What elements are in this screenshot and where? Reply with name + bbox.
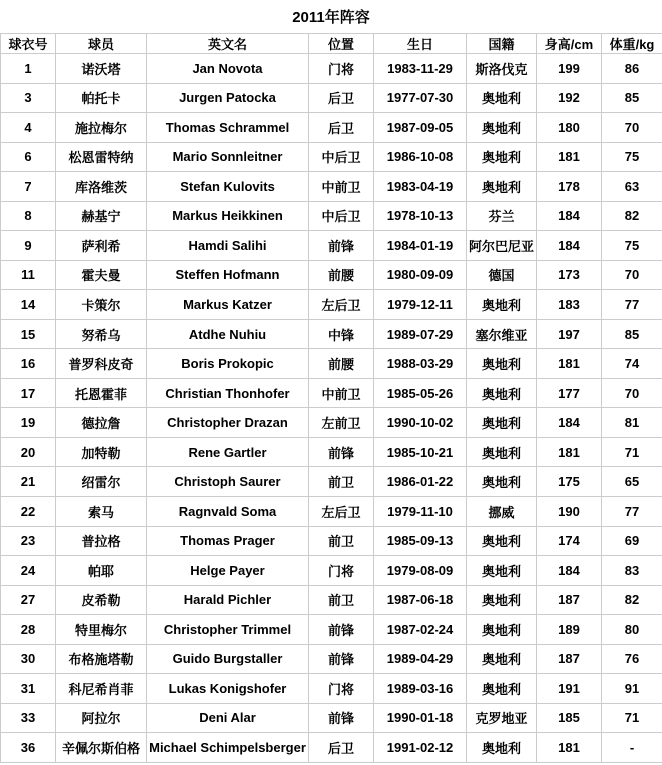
cell: 80 [602, 615, 662, 645]
cell: 8 [1, 201, 56, 231]
cell: 斯洛伐克 [467, 54, 537, 84]
cell: 199 [537, 54, 602, 84]
cell: 16 [1, 349, 56, 379]
cell: 65 [602, 467, 662, 497]
table-row [1, 319, 662, 349]
cell: Christopher Drazan [147, 408, 309, 438]
cell: 197 [537, 319, 602, 349]
cell: 布格施塔勒 [56, 644, 147, 674]
cell: 奥地利 [467, 290, 537, 320]
cell: 1984-01-19 [374, 231, 467, 261]
page-title: 2011年阵容 [292, 9, 370, 26]
cell: 33 [1, 703, 56, 733]
cell: 前锋 [309, 231, 374, 261]
cell: 挪威 [467, 496, 537, 526]
cell: 6 [1, 142, 56, 172]
cell: 1989-07-29 [374, 319, 467, 349]
table-row [1, 615, 662, 645]
cell: 前锋 [309, 615, 374, 645]
cell: 187 [537, 585, 602, 615]
cell: Markus Katzer [147, 290, 309, 320]
cell: Guido Burgstaller [147, 644, 309, 674]
cell: Atdhe Nuhiu [147, 319, 309, 349]
cell: - [602, 733, 662, 763]
cell: 门将 [309, 674, 374, 704]
table-row [1, 496, 662, 526]
cell: 施拉梅尔 [56, 113, 147, 143]
cell: 奥地利 [467, 674, 537, 704]
cell: 178 [537, 172, 602, 202]
roster-table [0, 33, 662, 763]
cell: 184 [537, 556, 602, 586]
cell: 71 [602, 437, 662, 467]
table-row [1, 201, 662, 231]
cell: 中前卫 [309, 172, 374, 202]
cell: 克罗地亚 [467, 703, 537, 733]
cell: Hamdi Salihi [147, 231, 309, 261]
cell: Harald Pichler [147, 585, 309, 615]
table-row [1, 349, 662, 379]
cell: 76 [602, 644, 662, 674]
cell: 181 [537, 349, 602, 379]
cell: 85 [602, 83, 662, 113]
cell: 1977-07-30 [374, 83, 467, 113]
cell: 81 [602, 408, 662, 438]
cell: 德国 [467, 260, 537, 290]
cell: 奥地利 [467, 378, 537, 408]
cell: 前锋 [309, 703, 374, 733]
cell: 帕耶 [56, 556, 147, 586]
table-row [1, 231, 662, 261]
cell: 奥地利 [467, 733, 537, 763]
cell: 前锋 [309, 644, 374, 674]
cell: 184 [537, 201, 602, 231]
cell: Jan Novota [147, 54, 309, 84]
table-row [1, 113, 662, 143]
table-row [1, 172, 662, 202]
column-header: 英文名 [147, 34, 309, 54]
cell: 特里梅尔 [56, 615, 147, 645]
cell: 普拉格 [56, 526, 147, 556]
cell: 75 [602, 231, 662, 261]
cell: 1986-10-08 [374, 142, 467, 172]
cell: 1986-01-22 [374, 467, 467, 497]
cell: 77 [602, 290, 662, 320]
cell: 4 [1, 113, 56, 143]
cell: 1978-10-13 [374, 201, 467, 231]
cell: 1983-11-29 [374, 54, 467, 84]
cell: Deni Alar [147, 703, 309, 733]
cell: 奥地利 [467, 615, 537, 645]
table-row [1, 378, 662, 408]
cell: Michael Schimpelsberger [147, 733, 309, 763]
cell: 69 [602, 526, 662, 556]
cell: 前腰 [309, 260, 374, 290]
cell: 奥地利 [467, 556, 537, 586]
cell: 1988-03-29 [374, 349, 467, 379]
cell: 塞尔维亚 [467, 319, 537, 349]
cell: 181 [537, 142, 602, 172]
cell: 后卫 [309, 113, 374, 143]
cell: 11 [1, 260, 56, 290]
cell: 82 [602, 585, 662, 615]
cell: 绍雷尔 [56, 467, 147, 497]
table-row [1, 437, 662, 467]
cell: 前锋 [309, 437, 374, 467]
cell: Thomas Prager [147, 526, 309, 556]
cell: 1985-09-13 [374, 526, 467, 556]
cell: 20 [1, 437, 56, 467]
cell: 奥地利 [467, 349, 537, 379]
cell: 奥地利 [467, 172, 537, 202]
cell: 19 [1, 408, 56, 438]
column-header: 身高/cm [537, 34, 602, 54]
cell: 霍夫曼 [56, 260, 147, 290]
cell: 卡策尔 [56, 290, 147, 320]
cell: 191 [537, 674, 602, 704]
cell: 赫基宁 [56, 201, 147, 231]
cell: 70 [602, 113, 662, 143]
cell: 1987-06-18 [374, 585, 467, 615]
column-header: 球员 [56, 34, 147, 54]
cell: 177 [537, 378, 602, 408]
cell: 9 [1, 231, 56, 261]
cell: 15 [1, 319, 56, 349]
cell: 托恩霍菲 [56, 378, 147, 408]
cell: 德拉詹 [56, 408, 147, 438]
cell: 1990-10-02 [374, 408, 467, 438]
cell: 82 [602, 201, 662, 231]
cell: 1980-09-09 [374, 260, 467, 290]
cell: 175 [537, 467, 602, 497]
cell: 91 [602, 674, 662, 704]
table-row [1, 644, 662, 674]
cell: 71 [602, 703, 662, 733]
cell: 1 [1, 54, 56, 84]
cell: 28 [1, 615, 56, 645]
cell: 83 [602, 556, 662, 586]
table-row [1, 674, 662, 704]
cell: 奥地利 [467, 526, 537, 556]
cell: 后卫 [309, 83, 374, 113]
cell: 中后卫 [309, 201, 374, 231]
table-row [1, 467, 662, 497]
cell: 加特勒 [56, 437, 147, 467]
cell: 奥地利 [467, 644, 537, 674]
table-row [1, 703, 662, 733]
cell: 17 [1, 378, 56, 408]
table-row [1, 290, 662, 320]
cell: 74 [602, 349, 662, 379]
cell: 184 [537, 231, 602, 261]
table-row [1, 408, 662, 438]
cell: 前卫 [309, 467, 374, 497]
cell: 阿尔巴尼亚 [467, 231, 537, 261]
cell: 1989-04-29 [374, 644, 467, 674]
cell: 3 [1, 83, 56, 113]
cell: 诺沃塔 [56, 54, 147, 84]
cell: 皮希勒 [56, 585, 147, 615]
cell: 1979-12-11 [374, 290, 467, 320]
cell: 70 [602, 260, 662, 290]
cell: 后卫 [309, 733, 374, 763]
cell: 库洛维茨 [56, 172, 147, 202]
cell: 中后卫 [309, 142, 374, 172]
cell: 21 [1, 467, 56, 497]
cell: 1985-10-21 [374, 437, 467, 467]
cell: 75 [602, 142, 662, 172]
cell: 30 [1, 644, 56, 674]
cell: 1991-02-12 [374, 733, 467, 763]
cell: 科尼希肖菲 [56, 674, 147, 704]
cell: 1985-05-26 [374, 378, 467, 408]
cell: Jurgen Patocka [147, 83, 309, 113]
cell: 左后卫 [309, 496, 374, 526]
cell: 190 [537, 496, 602, 526]
cell: 24 [1, 556, 56, 586]
cell: 1990-01-18 [374, 703, 467, 733]
cell: Christoph Saurer [147, 467, 309, 497]
cell: 门将 [309, 54, 374, 84]
cell: 奥地利 [467, 585, 537, 615]
cell: Thomas Schrammel [147, 113, 309, 143]
cell: 阿拉尔 [56, 703, 147, 733]
cell: 7 [1, 172, 56, 202]
cell: 1989-03-16 [374, 674, 467, 704]
table-body [1, 54, 662, 763]
cell: 189 [537, 615, 602, 645]
table-row [1, 526, 662, 556]
cell: 86 [602, 54, 662, 84]
cell: Christopher Trimmel [147, 615, 309, 645]
cell: 36 [1, 733, 56, 763]
cell: 奥地利 [467, 437, 537, 467]
cell: 23 [1, 526, 56, 556]
cell: 31 [1, 674, 56, 704]
cell: 180 [537, 113, 602, 143]
cell: 萨利希 [56, 231, 147, 261]
cell: 77 [602, 496, 662, 526]
cell: 帕托卡 [56, 83, 147, 113]
cell: Ragnvald Soma [147, 496, 309, 526]
cell: 奥地利 [467, 408, 537, 438]
cell: 192 [537, 83, 602, 113]
column-header: 生日 [374, 34, 467, 54]
cell: 前卫 [309, 526, 374, 556]
cell: Rene Gartler [147, 437, 309, 467]
column-header: 球衣号 [1, 34, 56, 54]
cell: 14 [1, 290, 56, 320]
table-row [1, 83, 662, 113]
cell: 中前卫 [309, 378, 374, 408]
cell: 芬兰 [467, 201, 537, 231]
column-header: 体重/kg [602, 34, 662, 54]
cell: 181 [537, 437, 602, 467]
header-row [1, 34, 662, 54]
cell: 181 [537, 733, 602, 763]
cell: Mario Sonnleitner [147, 142, 309, 172]
cell: 奥地利 [467, 113, 537, 143]
cell: 1987-09-05 [374, 113, 467, 143]
cell: 普罗科皮奇 [56, 349, 147, 379]
cell: 1979-08-09 [374, 556, 467, 586]
cell: 63 [602, 172, 662, 202]
cell: 27 [1, 585, 56, 615]
cell: Boris Prokopic [147, 349, 309, 379]
cell: 185 [537, 703, 602, 733]
cell: 松恩雷特纳 [56, 142, 147, 172]
cell: 173 [537, 260, 602, 290]
cell: Lukas Konigshofer [147, 674, 309, 704]
cell: 辛佩尔斯伯格 [56, 733, 147, 763]
cell: 1987-02-24 [374, 615, 467, 645]
cell: 中锋 [309, 319, 374, 349]
cell: 努希乌 [56, 319, 147, 349]
cell: 187 [537, 644, 602, 674]
cell: 奥地利 [467, 83, 537, 113]
cell: 左后卫 [309, 290, 374, 320]
cell: 70 [602, 378, 662, 408]
column-header: 位置 [309, 34, 374, 54]
cell: 奥地利 [467, 467, 537, 497]
table-row [1, 585, 662, 615]
cell: 1979-11-10 [374, 496, 467, 526]
cell: 左前卫 [309, 408, 374, 438]
cell: Stefan Kulovits [147, 172, 309, 202]
cell: 索马 [56, 496, 147, 526]
cell: 184 [537, 408, 602, 438]
cell: Helge Payer [147, 556, 309, 586]
cell: Christian Thonhofer [147, 378, 309, 408]
table-row [1, 733, 662, 763]
cell: 183 [537, 290, 602, 320]
cell: 门将 [309, 556, 374, 586]
cell: 前腰 [309, 349, 374, 379]
cell: 前卫 [309, 585, 374, 615]
cell: 奥地利 [467, 142, 537, 172]
table-row [1, 556, 662, 586]
cell: 1983-04-19 [374, 172, 467, 202]
table-row [1, 54, 662, 84]
cell: 85 [602, 319, 662, 349]
table-row [1, 142, 662, 172]
cell: Steffen Hofmann [147, 260, 309, 290]
cell: 174 [537, 526, 602, 556]
table-row [1, 260, 662, 290]
column-header: 国籍 [467, 34, 537, 54]
cell: 22 [1, 496, 56, 526]
cell: Markus Heikkinen [147, 201, 309, 231]
